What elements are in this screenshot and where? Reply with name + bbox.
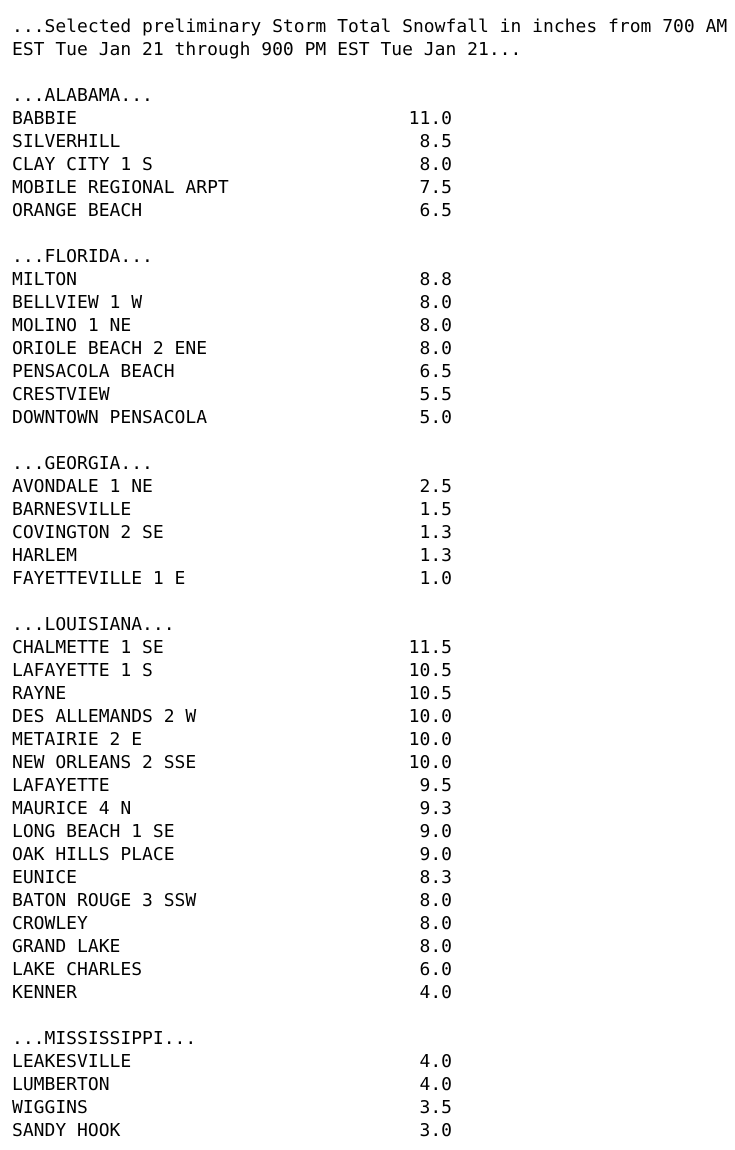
location-name: AVONDALE 1 NE [12, 476, 153, 497]
snowfall-row [12, 383, 727, 406]
snowfall-value: 6.5 [419, 361, 452, 382]
snowfall-value: 3.0 [419, 1120, 452, 1141]
snowfall-report [12, 15, 727, 1142]
state-section [12, 613, 727, 1004]
snowfall-value: 10.0 [408, 729, 452, 750]
location-name: FAYETTEVILLE 1 E [12, 568, 186, 589]
snowfall-value: 6.0 [419, 959, 452, 980]
snowfall-value: 8.3 [419, 867, 452, 888]
state-section [12, 84, 727, 222]
location-name: LAFAYETTE 1 S [12, 660, 153, 681]
location-name: LONG BEACH 1 SE [12, 821, 175, 842]
location-name: LAKE CHARLES [12, 959, 143, 980]
state-heading: ...MISSISSIPPI... [12, 1028, 197, 1049]
location-name: COVINGTON 2 SE [12, 522, 164, 543]
location-name: RAYNE [12, 683, 67, 704]
snowfall-value: 3.5 [419, 1097, 452, 1118]
section-spacer [12, 429, 727, 452]
report-header-line-1: ...Selected preliminary Storm Total Snowfall in inches from 700 AM [12, 16, 728, 37]
snowfall-value: 8.0 [419, 890, 452, 911]
snowfall-value: 5.0 [419, 407, 452, 428]
snowfall-value: 9.0 [419, 844, 452, 865]
snowfall-row [12, 544, 727, 567]
snowfall-row [12, 935, 727, 958]
snowfall-value: 10.0 [408, 752, 452, 773]
location-name: BABBIE [12, 108, 78, 129]
section-spacer [12, 1004, 727, 1027]
location-name: GRAND LAKE [12, 936, 121, 957]
snowfall-value: 1.5 [419, 499, 452, 520]
snowfall-row [12, 751, 727, 774]
state-sections [12, 61, 727, 1142]
location-name: EUNICE [12, 867, 78, 888]
snowfall-value: 10.0 [408, 706, 452, 727]
snowfall-row [12, 958, 727, 981]
location-name: BELLVIEW 1 W [12, 292, 143, 313]
snowfall-row [12, 797, 727, 820]
state-heading: ...LOUISIANA... [12, 614, 175, 635]
snowfall-row [12, 268, 727, 291]
location-name: LEAKESVILLE [12, 1051, 132, 1072]
snowfall-row [12, 705, 727, 728]
snowfall-value: 11.5 [408, 637, 452, 658]
snowfall-row [12, 314, 727, 337]
section-spacer [12, 590, 727, 613]
location-name: OAK HILLS PLACE [12, 844, 175, 865]
snowfall-row [12, 360, 727, 383]
snowfall-value: 4.0 [419, 1051, 452, 1072]
location-name: NEW ORLEANS 2 SSE [12, 752, 197, 773]
snowfall-value: 8.0 [419, 315, 452, 336]
report-header-line-2: EST Tue Jan 21 through 900 PM EST Tue Jan 21... [12, 39, 522, 60]
location-name: ORANGE BEACH [12, 200, 143, 221]
location-name: BARNESVILLE [12, 499, 132, 520]
state-heading: ...ALABAMA... [12, 85, 153, 106]
snowfall-value: 9.3 [419, 798, 452, 819]
location-name: HARLEM [12, 545, 78, 566]
snowfall-row [12, 291, 727, 314]
snowfall-row [12, 774, 727, 797]
snowfall-value: 9.5 [419, 775, 452, 796]
snowfall-row [12, 981, 727, 1004]
snowfall-value: 1.3 [419, 545, 452, 566]
location-name: DES ALLEMANDS 2 W [12, 706, 197, 727]
snowfall-value: 7.5 [419, 177, 452, 198]
location-name: DOWNTOWN PENSACOLA [12, 407, 208, 428]
snowfall-value: 2.5 [419, 476, 452, 497]
location-name: CROWLEY [12, 913, 88, 934]
location-name: CHALMETTE 1 SE [12, 637, 164, 658]
snowfall-row [12, 659, 727, 682]
snowfall-value: 8.0 [419, 936, 452, 957]
location-name: CLAY CITY 1 S [12, 154, 153, 175]
snowfall-value: 8.0 [419, 154, 452, 175]
snowfall-value: 5.5 [419, 384, 452, 405]
section-spacer [12, 222, 727, 245]
snowfall-value: 8.8 [419, 269, 452, 290]
state-heading: ...GEORGIA... [12, 453, 153, 474]
snowfall-row [12, 130, 727, 153]
snowfall-value: 10.5 [408, 660, 452, 681]
snowfall-value: 10.5 [408, 683, 452, 704]
snowfall-value: 1.0 [419, 568, 452, 589]
location-name: METAIRIE 2 E [12, 729, 143, 750]
location-name: MILTON [12, 269, 78, 290]
snowfall-value: 8.0 [419, 292, 452, 313]
location-name: PENSACOLA BEACH [12, 361, 175, 382]
location-name: LUMBERTON [12, 1074, 110, 1095]
location-name: LAFAYETTE [12, 775, 110, 796]
snowfall-row [12, 1096, 727, 1119]
state-section [12, 1027, 727, 1142]
state-section [12, 452, 727, 590]
snowfall-row [12, 728, 727, 751]
snowfall-value: 6.5 [419, 200, 452, 221]
snowfall-row [12, 1073, 727, 1096]
snowfall-row [12, 1119, 727, 1142]
snowfall-row [12, 406, 727, 429]
location-name: WIGGINS [12, 1097, 88, 1118]
snowfall-row [12, 682, 727, 705]
location-name: KENNER [12, 982, 78, 1003]
snowfall-value: 11.0 [408, 108, 452, 129]
snowfall-row [12, 636, 727, 659]
snowfall-row [12, 498, 727, 521]
snowfall-row [12, 176, 727, 199]
location-name: SANDY HOOK [12, 1120, 121, 1141]
snowfall-value: 9.0 [419, 821, 452, 842]
location-name: ORIOLE BEACH 2 ENE [12, 338, 208, 359]
snowfall-row [12, 843, 727, 866]
location-name: MOBILE REGIONAL ARPT [12, 177, 229, 198]
snowfall-value: 4.0 [419, 982, 452, 1003]
location-name: SILVERHILL [12, 131, 121, 152]
snowfall-row [12, 107, 727, 130]
snowfall-row [12, 567, 727, 590]
snowfall-row [12, 153, 727, 176]
snowfall-row [12, 912, 727, 935]
location-name: CRESTVIEW [12, 384, 110, 405]
location-name: MAURICE 4 N [12, 798, 132, 819]
snowfall-value: 8.0 [419, 338, 452, 359]
snowfall-row [12, 521, 727, 544]
snowfall-row [12, 337, 727, 360]
section-spacer [12, 61, 727, 84]
snowfall-value: 8.0 [419, 913, 452, 934]
snowfall-row [12, 866, 727, 889]
snowfall-row [12, 199, 727, 222]
snowfall-value: 1.3 [419, 522, 452, 543]
state-section [12, 245, 727, 429]
location-name: BATON ROUGE 3 SSW [12, 890, 197, 911]
location-name: MOLINO 1 NE [12, 315, 132, 336]
snowfall-row [12, 1050, 727, 1073]
snowfall-value: 8.5 [419, 131, 452, 152]
snowfall-row [12, 475, 727, 498]
snowfall-row [12, 889, 727, 912]
state-heading: ...FLORIDA... [12, 246, 153, 267]
snowfall-value: 4.0 [419, 1074, 452, 1095]
report-header [12, 15, 727, 61]
snowfall-row [12, 820, 727, 843]
